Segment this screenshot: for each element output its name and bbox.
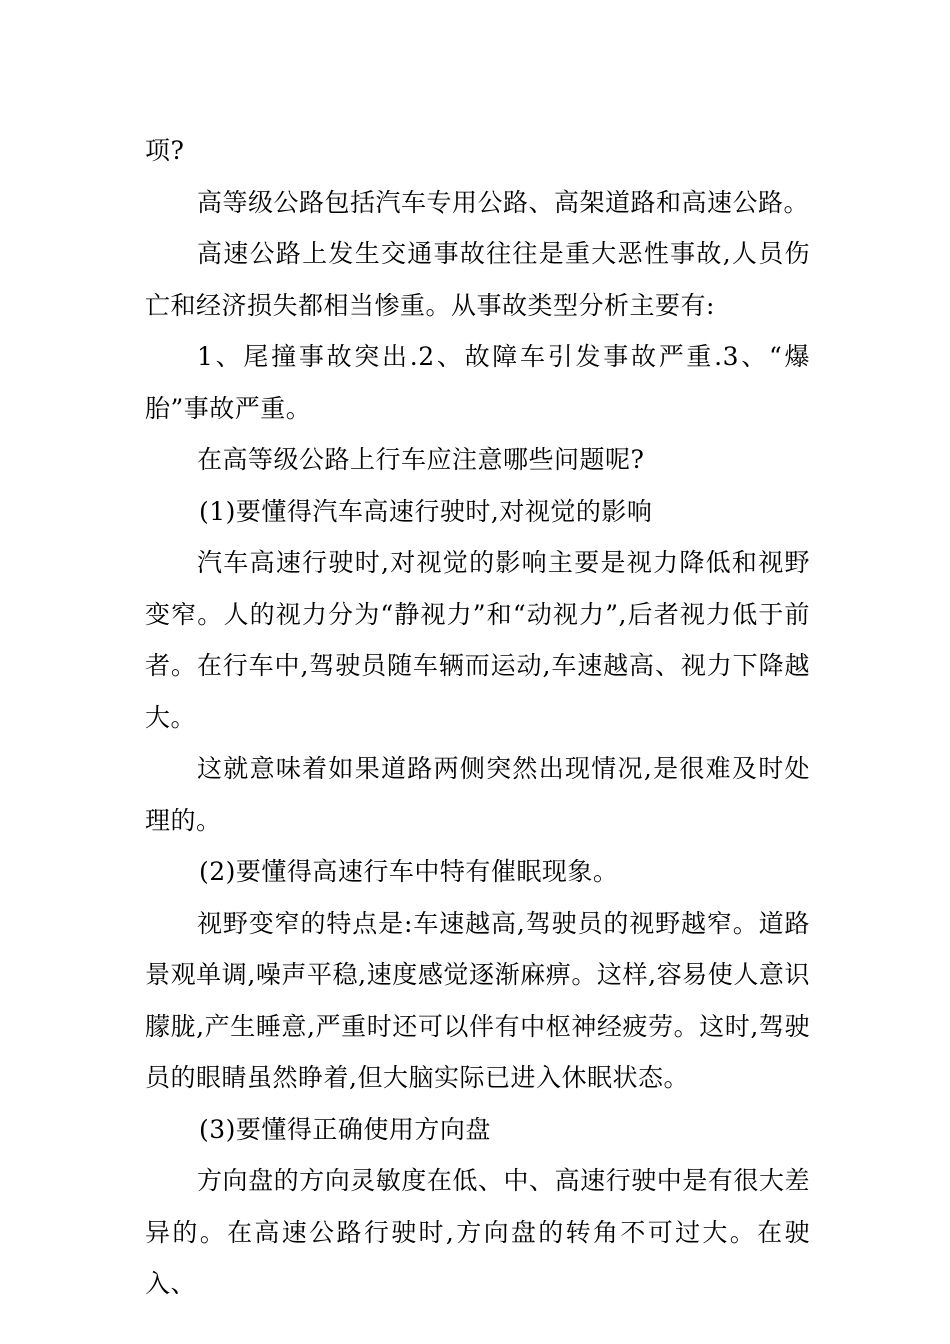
heading-item-3: (3)要懂得正确使用方向盘 xyxy=(199,1114,491,1144)
paragraph-steering: 方向盘的方向灵敏度在低、中、高速行驶中是有很大差异的。在高速公路行驶时,方向盘的转角不可过大。在驶入、 xyxy=(145,1166,810,1298)
paragraph-hypnosis: 视野变窄的特点是:车速越高,驾驶员的视野越窄。道路景观单调,噪声平稳,速度感觉逐渐麻痹。这样,容易使人意识朦胧,产生睡意,严重时还可以伴有中枢神经疲劳。这时,驾驶员的眼睛虽然睁着,但大脑实际已进入休眠状态。 xyxy=(145,908,810,1092)
paragraph-vision-effects: 汽车高速行驶时,对视觉的影响主要是视力降低和视野变窄。人的视力分为“静视力”和“动视力”,后者视力低于前者。在行车中,驾驶员随车辆而运动,车速越高、视力下降越大。 xyxy=(145,548,810,732)
paragraph-accident-types: 1、尾撞事故突出.2、故障车引发事故严重.3、“爆胎”事故严重。 xyxy=(145,342,810,423)
document-body xyxy=(145,125,810,1310)
paragraph-roadside-hazard: 这就意味着如果道路两侧突然出现情况,是很难及时处理的。 xyxy=(145,754,810,835)
heading-item-1: (1)要懂得汽车高速行驶时,对视觉的影响 xyxy=(199,496,653,526)
paragraph-highway-definition: 高等级公路包括汽车专用公路、高架道路和高速公路。 xyxy=(197,187,810,217)
paragraph-continuation: 项? xyxy=(145,136,185,165)
heading-item-2: (2)要懂得高速行车中特有催眠现象。 xyxy=(199,857,619,886)
paragraph-accident-severity: 高速公路上发生交通事故往往是重大恶性事故,人员伤亡和经济损失都相当惨重。从事故类型分析主要有: xyxy=(145,239,810,320)
paragraph-question: 在高等级公路上行车应注意哪些问题呢? xyxy=(197,445,645,474)
